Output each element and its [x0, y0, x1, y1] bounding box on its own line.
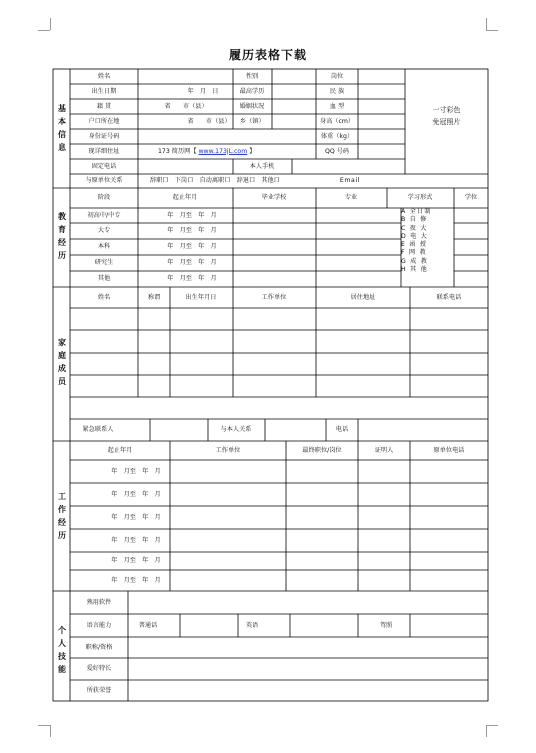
- label-emergency-contact: 紧急联系人: [82, 425, 114, 433]
- label-origin: 籍 贯: [96, 102, 112, 110]
- site-prefix: 173 简历网【: [158, 147, 197, 155]
- label-email: Email: [339, 176, 361, 184]
- edu-period: 年 月至 年 月: [167, 274, 217, 282]
- hukou-format: 省 市（县） 乡（镇）: [187, 117, 265, 125]
- edu-period: 年 月至 年 月: [167, 226, 217, 234]
- label-height: 身高（cm）: [319, 117, 355, 125]
- label-idno: 身份证号码: [88, 132, 120, 140]
- work-header-period: 起止年月: [107, 446, 133, 454]
- label-blood: 血 型: [329, 102, 345, 110]
- work-period: 年 月至 年 月: [111, 556, 161, 564]
- label-cert: 职称/资格: [85, 643, 113, 651]
- label-position: 岗位: [330, 72, 344, 80]
- family-header-name: 姓名: [97, 293, 111, 301]
- work-period: 年 月至 年 月: [111, 490, 161, 498]
- edu-mode-item: H 其 他: [401, 266, 428, 274]
- label-mandarin: 普通话: [138, 621, 158, 629]
- label-emergency-relation: 与本人关系: [220, 425, 252, 433]
- label-hukou: 户口所在地: [88, 117, 120, 125]
- section-family-label: 家庭成员: [58, 338, 66, 386]
- edu-stage: 研究生: [94, 258, 114, 266]
- label-software: 熟用软件: [86, 598, 112, 606]
- work-period: 年 月至 年 月: [111, 513, 161, 521]
- label-gender: 性别: [245, 72, 259, 80]
- work-header-phone: 原单位电话: [433, 446, 465, 454]
- edu-stage: 初高中/中专: [87, 211, 121, 219]
- edu-stage: 本科: [97, 242, 111, 250]
- family-header-employer: 工作单位: [261, 293, 287, 301]
- section-basic-label: 基本信息: [58, 104, 66, 152]
- edu-stage: 其他: [97, 274, 111, 282]
- edu-header-stage: 阶段: [97, 193, 111, 201]
- label-mobile: 本人手机: [249, 162, 275, 170]
- edu-header-major: 专业: [344, 193, 358, 201]
- photo-placeholder[interactable]: [405, 104, 488, 128]
- edu-mode-item: C 夜 大: [401, 224, 428, 232]
- edu-stage: 大专: [97, 226, 111, 234]
- edu-period: 年 月至 年 月: [167, 211, 217, 219]
- photo-line-1: 一寸彩色: [432, 106, 461, 114]
- site-link[interactable]: www.173jL.com: [198, 147, 248, 155]
- label-phone: 固定电话: [91, 162, 117, 170]
- family-header-birth: 出生年月日: [185, 293, 217, 301]
- work-header-employer: 工作单位: [215, 446, 241, 454]
- label-license: 驾照: [379, 621, 393, 629]
- label-english: 英语: [245, 621, 259, 629]
- birth-format: 年 月 日: [187, 87, 219, 95]
- edu-header-degree: 学位: [464, 193, 478, 201]
- edu-mode-item: D 电 大: [401, 232, 429, 240]
- page-title: 履历表格下载: [228, 48, 307, 62]
- label-awards: 所获荣誉: [86, 686, 112, 694]
- site-suffix: 】: [249, 147, 256, 155]
- label-marital: 婚姻状况: [239, 102, 265, 110]
- edu-mode-item: B 自 修: [401, 216, 428, 224]
- label-degree: 最高学历: [239, 87, 265, 95]
- origin-format: 省 市（县）: [164, 102, 208, 110]
- section-skills-label: 个人技能: [58, 626, 66, 674]
- edu-period: 年 月至 年 月: [167, 242, 217, 250]
- edu-header-mode: 学习形式: [407, 193, 433, 201]
- address-site: [158, 148, 255, 154]
- label-language: 语言能力: [86, 621, 112, 629]
- work-period: 年 月至 年 月: [111, 467, 161, 475]
- edu-mode-item: F 网 教: [401, 249, 427, 257]
- edu-header-school: 毕业学校: [261, 193, 287, 201]
- family-header-address: 居住地址: [350, 293, 376, 301]
- label-hobby: 爱好特长: [86, 664, 112, 672]
- family-header-title: 称谓: [147, 293, 161, 301]
- edu-mode-item: G 成 教: [401, 257, 429, 265]
- label-qq: QQ 号码: [324, 147, 350, 155]
- work-header-final-position: 最终职位/岗位: [302, 446, 342, 454]
- edu-header-period: 起止年月: [172, 193, 198, 201]
- label-weight: 体重（kg）: [320, 132, 354, 140]
- edu-period: 年 月至 年 月: [167, 258, 217, 266]
- label-name: 姓名: [97, 72, 111, 80]
- work-header-referee: 证明人: [374, 446, 394, 454]
- section-edu-label: 教育经历: [58, 212, 66, 260]
- edu-mode-item: E 函 授: [401, 241, 428, 249]
- label-emergency-phone: 电话: [335, 425, 349, 433]
- work-period: 年 月至 年 月: [111, 576, 161, 584]
- label-ethnic: 民 族: [329, 87, 345, 95]
- label-birth: 出生日期: [91, 87, 117, 95]
- edu-mode-item: A 全日制: [401, 208, 432, 215]
- section-work-label: 工作经历: [58, 492, 66, 540]
- label-relation: 与原单位关系: [85, 176, 123, 184]
- edu-mode-list: [401, 208, 437, 274]
- family-header-phone: 联系电话: [436, 293, 462, 301]
- label-address: 现详细住址: [88, 147, 120, 155]
- photo-line-2: 免冠照片: [432, 118, 461, 126]
- relation-options: 辞职口 下岗口 自动离职口 辞退口 其他口: [150, 176, 280, 184]
- work-period: 年 月至 年 月: [111, 536, 161, 544]
